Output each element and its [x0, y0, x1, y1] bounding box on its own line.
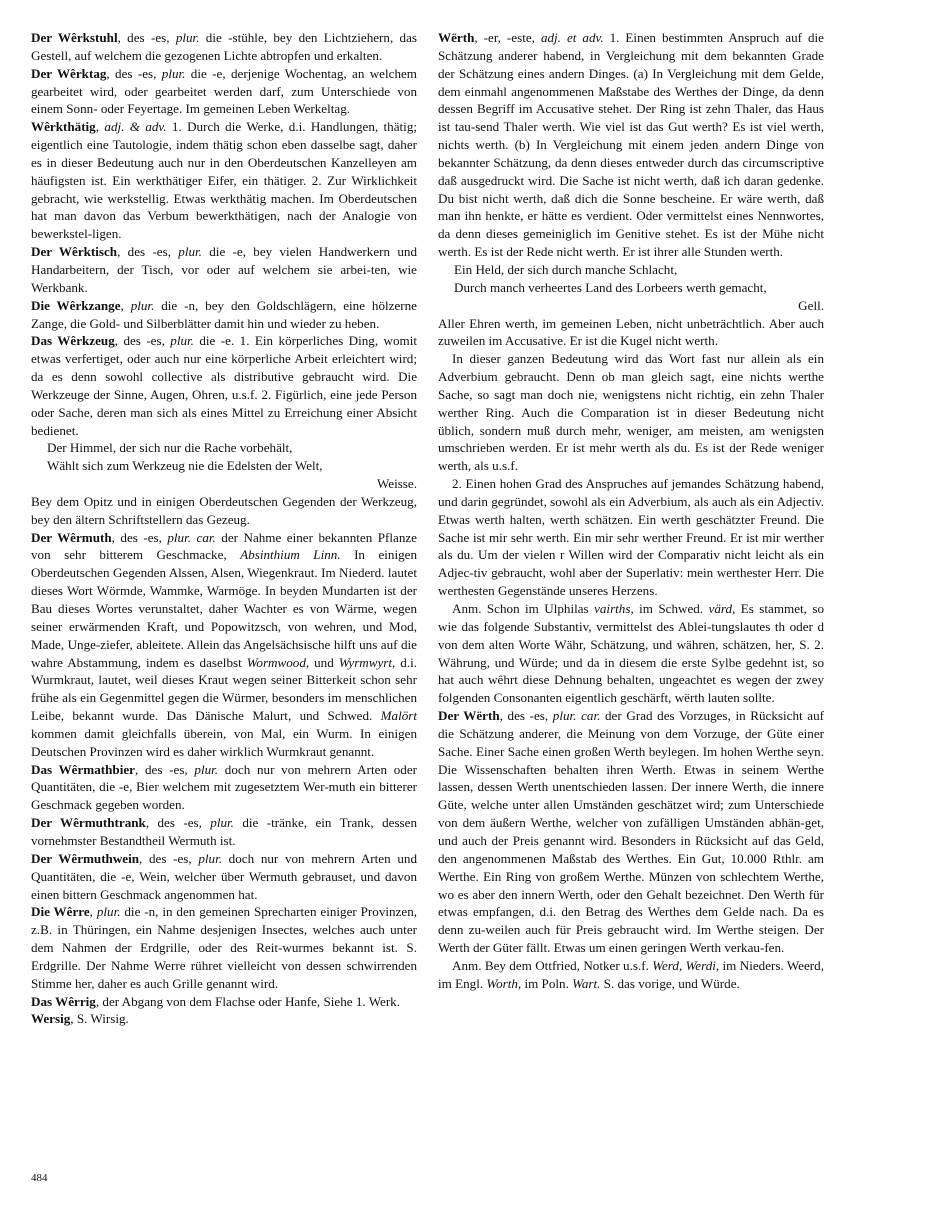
- headword: Das Wêrrig: [31, 993, 96, 1009]
- entry-text: , des -es,: [139, 850, 199, 866]
- verse-line: Der Himmel, der sich nur die Rache vorbehält,: [47, 440, 293, 456]
- verse-author: Gell.: [798, 297, 824, 313]
- entry-text: ,: [95, 119, 105, 135]
- entry-text: die -n, in den gemeinen Sprecharten einiger Provinzen, z.B. in Thüringen, ein Nahme desjenigen Insectes, welches auch unter dem Nahmen der Erdgrille, oder des Reit-wurmes bekannt ist. S. Erdgrille. Der Nahme Werre rühret vielleicht von dessen schwirrenden Stimme her, daher es auch Grille genannt wird.: [31, 904, 418, 991]
- entry-text: doch nur von mehrern Arten oder Quantitäten, die -e, Bier welchem mit zugesetztem Wer-muth ein bitterer Geschmack gegeben worden.: [31, 761, 417, 813]
- entry-text: ,: [120, 297, 131, 313]
- entry-werktisch: [31, 243, 417, 297]
- entry-text: , des -es,: [134, 761, 195, 777]
- entry-text: die -n, bey den Goldschlägern, eine hölzerne Zange, die Gold- und Silberblätter damit hin und wieder zu heben.: [31, 297, 417, 331]
- entry-text: ,: [89, 904, 97, 920]
- entry-text: Anm. Schon im Ulphilas: [452, 601, 595, 616]
- entry-text: , des -es,: [117, 30, 176, 45]
- grammar-note: plur.: [130, 297, 155, 313]
- grammar-note: plur.: [175, 30, 200, 45]
- verse-line: Ein Held, der sich durch manche Schlacht,: [454, 261, 678, 277]
- entry-text: , -er, -este,: [474, 30, 541, 45]
- entry-wermuthwein: [31, 850, 417, 904]
- foreign-word: Malört: [380, 708, 417, 724]
- entry-werre: [31, 903, 417, 992]
- latin-name: Absinthium Linn.: [240, 547, 341, 563]
- headword: Die Wêrre: [31, 904, 90, 920]
- grammar-note: adj. & adv.: [104, 119, 167, 135]
- entry-text: , S. Wirsig.: [70, 1011, 129, 1027]
- paragraph-adverb: In dieser ganzen Bedeutung wird das Wort fast nur allein als ein Adverbium gebraucht. Denn ob man gleich sagt, eine nichts werthe Sache, so sagt man doch nie, wenigstens nicht richtig, ein zehn Thaler werther Ring. Auch die Comparation ist in dieser Bedeutung nicht üblich, sondern muß durch mehr, weniger, am meisten, am wenigsten umschrieben werden. Er ist mehr werth als du. Es ist der Rede weniger werth, als u.s.f.: [438, 351, 824, 474]
- grammar-note: plur.: [178, 244, 202, 260]
- entry-text: im Poln.: [521, 975, 573, 991]
- entry-text: , der Abgang von dem Flachse oder Hanfe, Siehe 1. Werk.: [95, 993, 401, 1009]
- verse-line: Wählt sich zum Werkzeug nie die Edelsten der Welt,: [47, 458, 323, 474]
- entry-text: die -tränke, ein Trank, dessen vornehmster Bestandtheil Wermuth ist.: [31, 815, 418, 848]
- entry-text: In einigen Oberdeutschen Gegenden Alssen, Alsen, Wiegenkraut. Im Niederd. lautet dieses Wort Wörmde, Wammke, Warmöge. In beyden Mundarten ist der Bau dieses Wortes verunstaltet, daher Wachter es von Wärme, wegen seiner erwärmenden Kraft, und Popowitzsch, von wehren, und Mod, Made, Unge-ziefer, ableitete. Allein das Angelsächsische hilft uns auf die wahre Abstammung, indem es daselbst: [31, 547, 417, 670]
- entry-werkthaetig: [31, 118, 417, 243]
- entry-werth-adj: [438, 29, 824, 261]
- foreign-word: vairths,: [594, 601, 634, 616]
- page-number: 484: [31, 1172, 48, 1184]
- foreign-word: Wart.: [572, 975, 601, 991]
- entry-text: , des -es,: [106, 65, 162, 81]
- entry-werrig: [31, 993, 417, 1011]
- entry-continuation: Aller Ehren werth, im gemeinen Leben, nicht unbeträchtlich. Aber auch zuweilen im Accusative. Er ist die Kugel nicht werth.: [438, 315, 824, 349]
- entry-text: , des -es,: [499, 708, 553, 724]
- headword: Wërth: [438, 30, 475, 45]
- entry-text: und: [309, 654, 339, 670]
- headword: Der Wêrktag: [31, 65, 107, 81]
- left-column: [31, 29, 417, 1028]
- entry-text: kommen damit gleichfalls überein, von Mal, ein Wurm. In einigen Deutschen Provinzen wird es daher wirklich Wurmkraut genannt.: [31, 725, 417, 759]
- entry-text: die -e. 1. Ein körperliches Ding, womit etwas verfertiget, oder auch nur eine körperliche Arbeit erleichtert wird; da es denn sowohl collective als distributive gebraucht wird. Die Werkzeuge der Sinne, Augen, Ohren, u.s.f. 2. Figürlich, eine jede Person oder Sache, deren man sich als eines Mittel zu Erreichung einer Absicht bedienet.: [31, 333, 418, 438]
- annotation-1: [438, 600, 824, 707]
- verse-author: Weisse.: [376, 476, 417, 492]
- foreign-word: värd,: [708, 601, 736, 616]
- grammar-note: adj. et adv.: [540, 30, 604, 45]
- foreign-word: Werd, Werdi,: [652, 957, 720, 973]
- headword: Der Wêrmuthwein: [31, 850, 140, 866]
- headword: Die Wêrkzange: [31, 297, 121, 313]
- paragraph-sense-2: 2. Einen hohen Grad des Anspruches auf jemandes Schätzung habend, und darin gegründet, sowohl als ein Adverbium, als auch als ein Adjectiv. Etwas werth halten, werth schätzen. Ein werth geschätzter Freund. Die Sache ist mir sehr werth. Ein mir sehr werther Freund. Er ist mir werther als du. Um der vielen r Willen wird der Comparativ nicht leicht als ein Adjec-tiv gebraucht, wohl aber der Superlativ: mein werthester Herr. Die werthesten Gegenstände unseres Herzens.: [438, 476, 824, 599]
- grammar-note: plur.: [96, 904, 121, 920]
- headword: Das Wêrkzeug: [31, 333, 115, 349]
- entry-wersig: [31, 1010, 417, 1028]
- foreign-word: Wyrmwyrt,: [338, 654, 396, 670]
- entry-text: d.i. Wurmkraut, lautet, weil dieses Kraut wegen seiner Bitterkeit schon sehr frühe als ein Gegenmittel gegen die Würmer, besonders im menschlichen Leibe, bekannt wurde. Das Dänische Malurt, und Schwed.: [31, 654, 417, 724]
- headword: Wersig: [31, 1011, 71, 1027]
- entry-werktag: [31, 65, 417, 119]
- entry-text: der Nahme einer bekannten Pflanze von sehr bitterem Geschmacke,: [31, 529, 417, 563]
- grammar-note: plur. car.: [167, 529, 216, 545]
- grammar-note: plur.: [194, 761, 219, 777]
- entry-text: 1. Einen bestimmten Anspruch auf die Schätzung anderer habend, in Vergleichung mit dem bekannten Grade der Schätzung eines andern Dinges. (a) In Vergleichung mit dem Gelde, dem einmahl angenommenen Maßstabe des Werthes der Dinge, da denn dessen Begriff im Accusative stehet. Der Ring ist zehn Thaler, das Haus ist tau-send Thaler werth. Wie viel ist das Gut werth? Es ist viel werth, nichts werth. (b) In Vergleichung mit einem jeden andern Dinge von bekannter Schätzung, da denn dieses entweder durch das circumscriptive daß ausgedruckt wird. Die Sache ist nicht werth, daß ich daran gedenke. Du bist nicht werth, daß dich die Sonne bescheine. Er wäre werth, daß man ihn henkte, er hätte es verdient. Oder vermittelst eines Nennwortes, da denn dieses gemeiniglich im Genitive stehet. Es ist der Mühe nicht werth. Es ist der Rede nicht werth. Er ist ihrer alle Stunden werth.: [438, 30, 824, 260]
- entry-continuation: Bey dem Opitz und in einigen Oberdeutschen Gegenden der Werkzeug, bey den ältern Schriftstellern das Gezeug.: [31, 493, 417, 527]
- right-column: [438, 29, 824, 993]
- entry-text: , des -es,: [117, 244, 179, 260]
- entry-text: die -e, bey vielen Handwerkern und Handarbeitern, der Tisch, vor oder auf welchem sie arbei-ten, wie Werkbank.: [31, 244, 417, 295]
- entry-werkzeug: [31, 332, 417, 439]
- grammar-note: plur.: [170, 333, 194, 349]
- entry-text: Es stammet, so wie das folgende Substantiv, vermittelst des Ablei-tungslautes th oder d von dem alten Worte Währ, Schätzung, und währen, schätzen, her, S. 2. Währung, und Würde; und da in diesem die erste Sylbe gedehnt ist, so hat auch wêhrt diese Dehnung behalten, ungeachtet es wegen der zwey folgenden Consonanten eigentlich geschärft, wërth lauten sollte.: [438, 601, 824, 706]
- grammar-note: plur.: [210, 815, 234, 831]
- verse-line: Durch manch verheertes Land des Lorbeers werth gemacht,: [454, 279, 767, 295]
- entry-text: die -e, derjenige Wochentag, an welchem gearbeitet wird, oder gearbeitet werden darf, zum Unterschiede von einem Sonn- oder Feyertage. Im gemeinen Leben Werkeltag.: [31, 65, 417, 117]
- entry-text: 1. Durch die Werke, d.i. Handlungen, thätig; eigentlich eine Tautologie, indem thätig schon eben dasselbe sagt, daher es in dieser Bedeutung auch nur in den Oberdeutschen Kanzelleyen am häufigsten ist. Ein werkthätiger Eifer, ein thätiger. 2. Zur Wirklichkeit gebracht, wie werkstellig. Etwas werkthätig machen. Im Oberdeutschen hat man davon das Verbum bewerkthätigen, nach der Analogie von bewerkstel-ligen.: [31, 119, 417, 242]
- entry-text: der Grad des Vorzuges, in Rücksicht auf die Schätzung anderer, die Meinung von dem Vorzuge, der Güte einer Sache. Einer Sache einen großen Werth beylegen. Im hohen Werthe seyn. Die Wissenschaften behalten ihren Werth. Etwas in seinem Werthe lassen, dessen Werth unentschieden lassen. Der innere Werth, die innere Güte, welche unter allen Umständen geschätzet wird; zum Unterschiede von dem äußern Werthe, welcher von zufälligen Umständen abhän-get, und auch der Preis genannt wird. Besonders in Rücksicht auf das Geld, den angenommenen Maßstab des Werthes. Ein Gut, 10.000 Rthlr. am Werthe. Ein Ring von großem Werthe. Münzen von schlechtem Werthe, wo es aber den innern Werth, oder den Gehalt bezeichnet. Den Werth für etwas empfangen, d.i. den Betrag des Werthes dem Gelde nach. Da es denn zu-weilen auch für Preis gebraucht wird. Im Werthe steigen. Der Werth der Güter fällt. Etwas um einen geringen Werth verkau-fen.: [438, 708, 824, 956]
- headword: Wêrkthätig: [31, 119, 96, 135]
- entry-text: Anm. Bey dem Ottfried, Notker u.s.f.: [452, 957, 653, 973]
- entry-text: die -stühle, bey den Lichtziehern, das Gestell, auf welchem die gezogenen Lichte abtropfen und erkalten.: [31, 30, 418, 63]
- entry-werth-noun: [438, 707, 824, 957]
- entry-text: S. das vorige, und Würde.: [600, 975, 740, 991]
- entry-wermathbier: [31, 761, 417, 815]
- headword: Der Wêrmuthtrank: [31, 815, 146, 831]
- grammar-note: plur.: [198, 850, 222, 866]
- headword: Der Wërth: [438, 708, 500, 724]
- foreign-word: Worth,: [486, 975, 522, 991]
- annotation-2: [438, 957, 824, 993]
- entry-text: , des -es,: [114, 333, 171, 349]
- entry-werkstuhl: [31, 29, 417, 65]
- headword: Der Wêrktisch: [31, 244, 118, 260]
- foreign-word: Wormwood,: [246, 654, 310, 670]
- entry-text: im Nieders. Weerd, im Engl.: [438, 957, 824, 991]
- grammar-note: plur.: [161, 65, 186, 81]
- headword: Das Wêrmathbier: [31, 761, 135, 777]
- entry-wermuth: [31, 529, 417, 761]
- entry-text: doch nur von mehrern Arten und Quantitäten, die -e, Wein, welcher über Wermuth gebrauset, und davon einen bittern Geschmack angenommen hat.: [31, 850, 417, 902]
- headword: Der Wêrkstuhl: [31, 30, 118, 45]
- entry-text: im Schwed.: [633, 601, 709, 616]
- entry-text: , des -es,: [145, 815, 211, 831]
- entry-wermuthtrank: [31, 814, 417, 850]
- grammar-note: plur. car.: [552, 708, 601, 724]
- entry-text: , des -es,: [111, 529, 168, 545]
- entry-werkzange: [31, 297, 417, 333]
- headword: Der Wêrmuth: [31, 529, 112, 545]
